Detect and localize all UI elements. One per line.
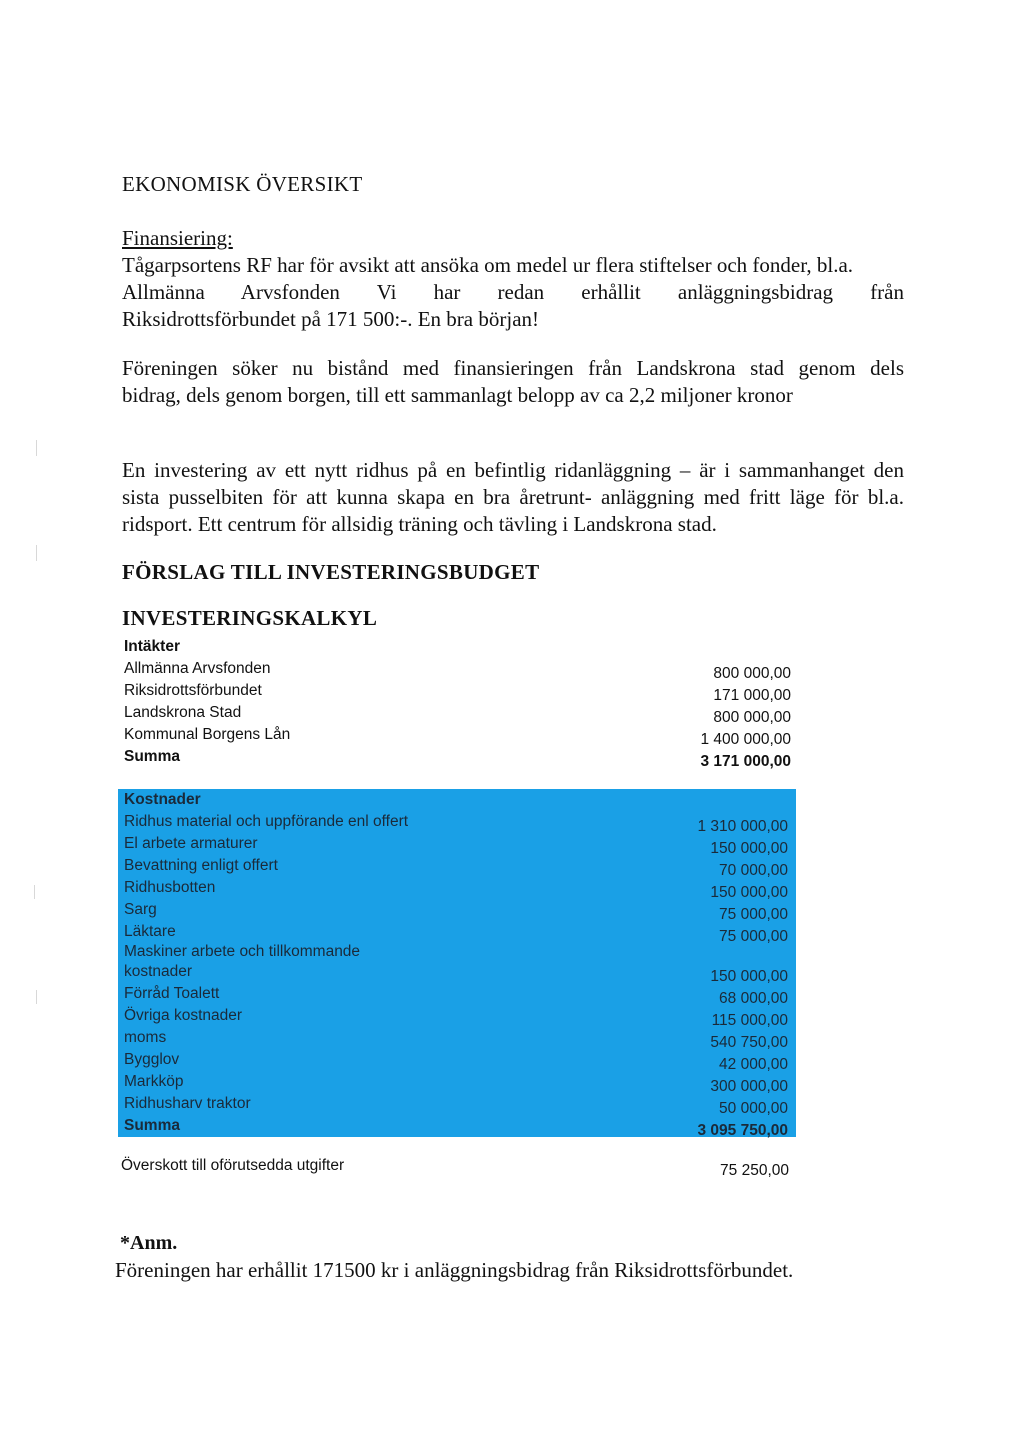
scan-speck xyxy=(36,990,37,1004)
cost-row xyxy=(124,833,788,855)
surplus-row xyxy=(121,1155,789,1177)
income-header-row xyxy=(124,636,791,658)
cost-row xyxy=(124,983,788,1005)
page-heading: EKONOMISK ÖVERSIKT xyxy=(122,172,363,196)
cost-label: Maskiner arbete och tillkommande xyxy=(124,943,361,960)
cost-amount: 50 000,00 xyxy=(719,1100,788,1117)
cost-row xyxy=(124,961,788,983)
cost-row xyxy=(124,941,788,963)
cost-amount: 75 000,00 xyxy=(719,928,788,945)
paragraph-line: bidrag, dels genom borgen, till ett sammanlagt belopp av ca 2,2 miljoner kronor xyxy=(122,383,793,407)
cost-label: Ridhusharv traktor xyxy=(124,1095,251,1112)
surplus-label: Överskott till oförutsedda utgifter xyxy=(121,1157,345,1174)
cost-label: Bevattning enligt offert xyxy=(124,857,278,874)
income-amount: 1 400 000,00 xyxy=(700,731,791,748)
income-row xyxy=(124,724,791,746)
income-label: Allmänna Arvsfonden xyxy=(124,660,271,677)
cost-label-continued: kostnader xyxy=(124,963,193,980)
cost-amount: 150 000,00 xyxy=(710,968,788,985)
income-label: Landskrona Stad xyxy=(124,704,242,721)
paragraph-line: Allmänna Arvsfonden Vi har redan erhållit anläggningsbidrag från xyxy=(122,280,904,304)
income-row xyxy=(124,658,791,680)
paragraph-line: ridsport. Ett centrum för allsidig träning och tävling i Landskrona stad. xyxy=(122,512,717,536)
surplus-amount: 75 250,00 xyxy=(720,1162,789,1179)
cost-row xyxy=(124,1093,788,1115)
income-header: Intäkter xyxy=(124,638,180,655)
costs-total-row xyxy=(124,1115,788,1137)
cost-label: Ridhus material och uppförande enl offert xyxy=(124,813,409,830)
cost-amount: 75 000,00 xyxy=(719,906,788,923)
note-label: *Anm. xyxy=(120,1232,178,1254)
financing-label: Finansiering: xyxy=(122,226,233,250)
cost-label: Förråd Toalett xyxy=(124,985,220,1002)
financing-paragraph-1 xyxy=(122,252,904,333)
income-label: Riksidrottsförbundet xyxy=(124,682,262,699)
income-amount: 800 000,00 xyxy=(713,665,791,682)
scan-speck xyxy=(36,440,37,456)
paragraph-line: sista pusselbiten för att kunna skapa en bra åretrunt- anläggning med fritt läge för bl.a. xyxy=(122,485,904,509)
income-label: Kommunal Borgens Lån xyxy=(124,726,291,743)
costs-total-amount: 3 095 750,00 xyxy=(697,1122,788,1139)
cost-amount: 42 000,00 xyxy=(719,1056,788,1073)
paragraph-line: Tågarpsortens RF har för avsikt att ansöka om medel ur flera stiftelser och fonder, bl.a. xyxy=(122,253,854,277)
costs-header: Kostnader xyxy=(124,791,201,808)
cost-amount: 300 000,00 xyxy=(710,1078,788,1095)
cost-label: Markköp xyxy=(124,1073,184,1090)
income-amount: 171 000,00 xyxy=(713,687,791,704)
scan-speck xyxy=(34,885,35,899)
financing-paragraph-2 xyxy=(122,355,904,409)
costs-total-label: Summa xyxy=(124,1117,180,1134)
cost-amount: 1 310 000,00 xyxy=(697,818,788,835)
cost-row xyxy=(124,921,788,943)
cost-label: Bygglov xyxy=(124,1051,180,1068)
cost-row xyxy=(124,1049,788,1071)
investment-paragraph xyxy=(122,457,904,538)
cost-row xyxy=(124,899,788,921)
calculation-title: INVESTERINGSKALKYL xyxy=(122,606,378,630)
income-total-label: Summa xyxy=(124,748,180,765)
income-row xyxy=(124,680,791,702)
paragraph-line: Föreningen söker nu bistånd med finansieringen från Landskrona stad genom dels xyxy=(122,356,904,380)
paragraph-line: En investering av ett nytt ridhus på en befintlig ridanläggning – är i sammanhanget den xyxy=(122,458,904,482)
income-amount: 800 000,00 xyxy=(713,709,791,726)
paragraph-line: Riksidrottsförbundet på 171 500:-. En bra början! xyxy=(122,307,540,331)
cost-label: Läktare xyxy=(124,923,176,940)
cost-row xyxy=(124,1071,788,1093)
costs-table xyxy=(118,789,796,1137)
costs-header-row xyxy=(124,789,788,811)
cost-label: Övriga kostnader xyxy=(124,1007,243,1024)
cost-amount: 150 000,00 xyxy=(710,840,788,857)
cost-amount: 70 000,00 xyxy=(719,862,788,879)
cost-amount: 115 000,00 xyxy=(711,1012,788,1029)
income-row xyxy=(124,702,791,724)
cost-row xyxy=(124,877,788,899)
cost-label: Sarg xyxy=(124,901,157,918)
cost-row xyxy=(124,855,788,877)
cost-label: moms xyxy=(124,1029,167,1046)
note-text: Föreningen har erhållit 171500 kr i anläggningsbidrag från Riksidrottsförbundet. xyxy=(115,1258,794,1282)
cost-label: El arbete armaturer xyxy=(124,835,258,852)
cost-amount: 68 000,00 xyxy=(719,990,788,1007)
cost-amount: 540 750,00 xyxy=(710,1034,788,1051)
income-total-row xyxy=(124,746,791,768)
cost-amount: 150 000,00 xyxy=(710,884,788,901)
cost-row xyxy=(124,1027,788,1049)
cost-row xyxy=(124,1005,788,1027)
budget-title: FÖRSLAG TILL INVESTERINGSBUDGET xyxy=(122,560,540,584)
cost-row xyxy=(124,811,788,833)
scan-speck xyxy=(36,545,37,561)
cost-label: Ridhusbotten xyxy=(124,879,216,896)
income-total-amount: 3 171 000,00 xyxy=(700,753,791,770)
